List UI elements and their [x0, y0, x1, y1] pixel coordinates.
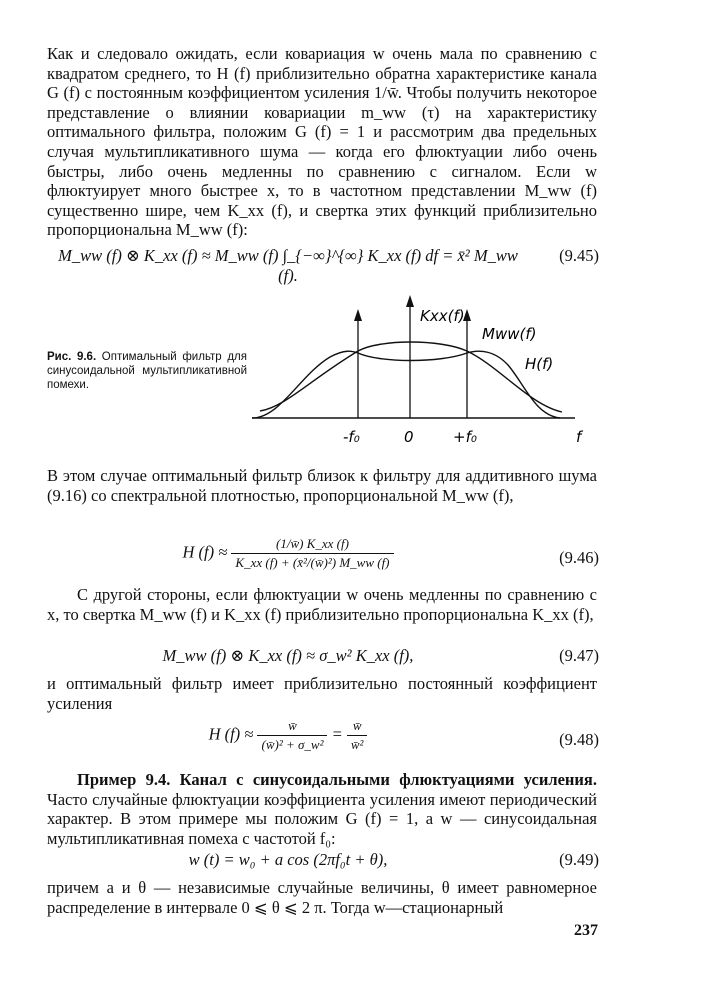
equation-9-46-lhs: H (f) ≈ — [182, 542, 228, 562]
page-number: 237 — [574, 922, 598, 939]
paragraph-conclusion — [47, 878, 597, 917]
figure-caption — [47, 350, 247, 392]
equation-9-46-fraction — [231, 536, 393, 571]
label-f-axis: f — [576, 428, 582, 446]
label-mww: Mww(f) — [482, 325, 537, 343]
equation-9-48-f2-numerator: w̄ — [347, 718, 368, 736]
equation-9-48-body — [47, 718, 529, 753]
equation-9-48-fraction-2 — [347, 718, 368, 753]
paragraph-constant-gain-text: и оптимальный фильтр имеет приблизительно постоянный коэффициент усиления — [47, 674, 597, 713]
equation-9-47-number: (9.47) — [559, 646, 599, 665]
equation-9-46-numerator: (1/w̄) K_xx (f) — [231, 536, 393, 554]
equation-9-46-denominator: K_xx (f) + (x̄²/(w̄)²) M_ww (f) — [235, 555, 390, 570]
equation-9-48-f2-denominator: w̄² — [350, 737, 364, 752]
equation-9-48-f1-numerator: w̄ — [257, 718, 327, 736]
equation-9-49-body: w (t) = w₀ + a cos (2πf₀t + θ), — [188, 850, 388, 869]
label-hf: H(f) — [525, 355, 554, 373]
equation-9-47 — [47, 644, 599, 670]
equation-9-48-lhs: H (f) ≈ — [208, 724, 254, 744]
label-pos-f0: +f₀ — [453, 428, 477, 446]
figure-caption-text: Оптимальный фильтр для синусоидальной мультипликативной помехи. — [47, 351, 247, 391]
equation-9-47-body: M_ww (f) ⊗ K_xx (f) ≈ σ_w² K_xx (f), — [162, 646, 414, 665]
equation-9-45-body: M_ww (f) ⊗ K_xx (f) ≈ M_ww (f) ∫_{−∞}^{∞} K_xx (f) df = x̄² M_ww (f). — [58, 246, 518, 285]
paragraph-conclusion-text: причем a и θ — независимые случайные величины, θ имеет равномерное распределение в интервале 0 ⩽ θ ⩽ 2 π. Тогда w—стационарный — [47, 878, 597, 917]
paragraph-intro — [47, 44, 597, 240]
equation-9-46-number: (9.46) — [559, 548, 599, 567]
equation-9-46-body — [47, 536, 529, 571]
paragraph-example-9-4 — [47, 770, 597, 848]
figure-9-6 — [240, 285, 600, 450]
paragraph-intro-text: Как и следовало ожидать, если ковариация w очень мала по сравнению с квадратом среднего, то H (f) приблизительно обратна характеристике канала G (f) с постоянным коэффициентом усиления 1/w̄. Чтобы получить некоторое представление о влиянии ковариации m_ww (τ) на характеристику оптимального фильтра, положим G (f) = 1 и рассмотрим два предельных случая мультипликативного шума — когда его флюктуации либо очень быстры, либо очень медленны по сравнению с сигналом. Если w флюктуирует много быстрее x, то в частотном представлении M_ww (f) существенно шире, чем K_xx (f), и свертка этих функций приблизительно пропорциональна M_ww (f): — [47, 44, 597, 240]
label-kxx: Kxx(f) — [420, 307, 465, 325]
paragraph-constant-gain — [47, 674, 597, 713]
equation-9-48-equals: = — [331, 724, 343, 744]
equation-9-49 — [47, 848, 599, 874]
example-text: Часто случайные флюктуации коэффициента усиления имеют периодический характер. В этом примере мы положим G (f) = 1, а w — синусоидальная мультипликативная помеха с частотой f₀: — [47, 789, 597, 848]
equation-9-48-f1-denominator: (w̄)² + σ_w² — [261, 737, 324, 752]
impulse-neg-f0-arrow — [354, 309, 362, 321]
label-neg-f0: -f₀ — [343, 428, 360, 446]
equation-9-48 — [47, 718, 599, 762]
paragraph-additive-text: В этом случае оптимальный фильтр близок к фильтру для аддитивного шума (9.16) со спектральной плотностью, пропорциональной M_ww (f), — [47, 466, 597, 505]
equation-9-46 — [47, 536, 599, 580]
label-zero: 0 — [404, 428, 414, 446]
equation-9-48-number: (9.48) — [559, 730, 599, 749]
equation-9-45-number: (9.45) — [559, 246, 599, 265]
equation-9-49-number: (9.49) — [559, 850, 599, 869]
figure-caption-label: Рис. 9.6. — [47, 351, 97, 363]
paragraph-slow — [47, 585, 597, 624]
paragraph-slow-text: С другой стороны, если флюктуации w очень медленны по сравнению с x, то свертка M_ww (f) и K_xx (f) приблизительно пропорциональна K_xx (f), — [47, 585, 597, 624]
vertical-axis-arrow — [406, 295, 414, 307]
example-heading: Пример 9.4. Канал с синусоидальными флюктуациями усиления. — [77, 770, 597, 789]
equation-9-48-fraction-1 — [257, 718, 327, 753]
paragraph-additive — [47, 466, 597, 505]
equation-9-45 — [47, 244, 599, 285]
